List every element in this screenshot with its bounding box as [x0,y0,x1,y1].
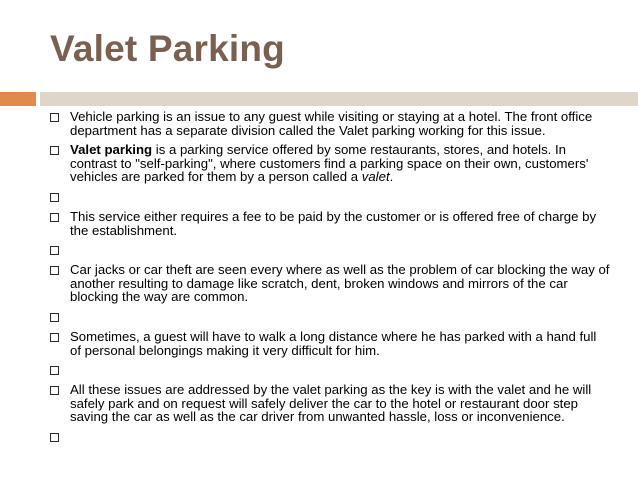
bullet-item [50,110,610,137]
bullet-list [50,110,610,450]
bullet-text [70,143,610,184]
square-bullet-icon [50,333,59,342]
square-bullet-icon [50,146,59,155]
title-accent-bar [0,92,36,106]
square-bullet-icon [50,213,59,222]
square-bullet-icon [50,113,59,122]
italic-term: valet [361,169,390,185]
bullet-text-tail: . [389,169,394,185]
bullet-item [50,263,610,304]
bold-term: Valet parking [70,142,153,158]
square-bullet-icon [50,313,59,322]
square-bullet-icon [50,386,59,395]
bullet-text: Vehicle parking is an issue to any guest while visiting or staying at a hotel. The front office department has a separate division called the Valet parking working for this issue. [70,109,593,138]
square-bullet-icon [50,266,59,275]
bullet-item [50,143,610,184]
bullet-item [50,210,610,237]
slide-title: Valet Parking [50,28,285,69]
bullet-text: This service either requires a fee to be paid by the customer or is offered free of charge by the establishment. [70,208,597,238]
bullet-text: All these issues are addressed by the valet parking as the key is with the valet and he will safely park and on request will safely deliver the car to the hotel or restaurant door step saving the car as well as the car driver from unwanted hassle, loss or inconvenience. [70,382,592,425]
square-bullet-icon [50,366,59,375]
bullet-text: Sometimes, a guest will have to walk a long distance where he has parked with a hand full of personal belongings making it very difficult for him. [70,328,597,358]
bullet-item [50,430,610,444]
bullet-item [50,190,610,204]
bullet-text: Car jacks or car theft are seen every where as well as the problem of car blocking the way of another resulting to damage like scratch, dent, broken windows and mirrors of the car blocking the way are common. [70,262,610,305]
bullet-item [50,363,610,377]
bullet-item [50,243,610,257]
bullet-text-body: is a parking service offered by some restaurants, stores, and hotels. In contrast to "self-parking", where customers find a parking space on their own, customers' vehicles are parked for them by a person called a [70,142,589,185]
square-bullet-icon [50,193,59,202]
bullet-item [50,310,610,324]
square-bullet-icon [50,433,59,442]
bullet-item [50,330,610,357]
square-bullet-icon [50,246,59,255]
bullet-item [50,383,610,424]
title-divider-bar [40,92,638,106]
